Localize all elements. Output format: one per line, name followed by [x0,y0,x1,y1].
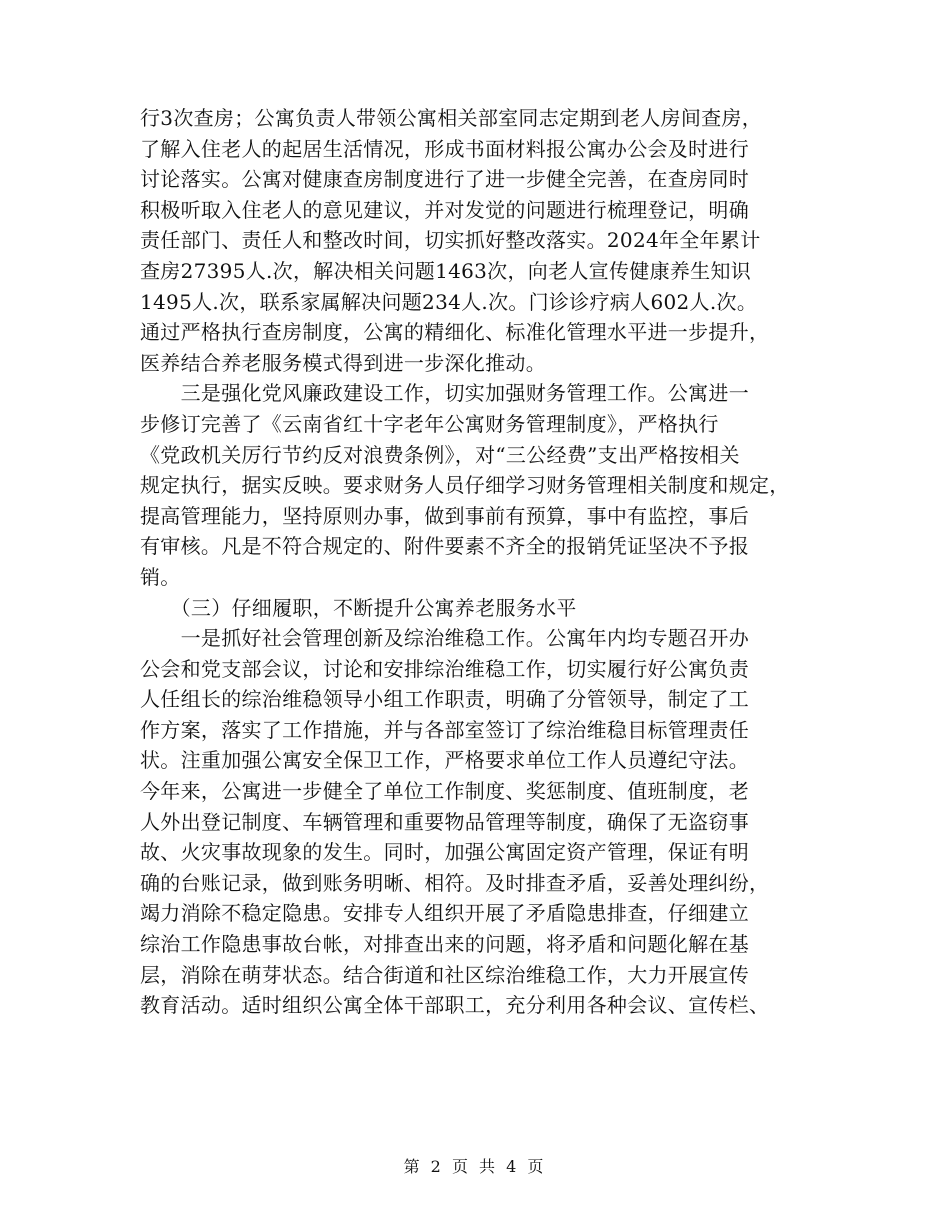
document-body [140,103,820,1021]
text-line: 人外出登记制度、车辆管理和重要物品管理等制度，确保了无盗窃事 [140,809,749,834]
text-line: 医养结合养老服务模式得到进一步深化推动。 [140,350,546,375]
text-line: 规定执行，据实反映。要求财务人员仔细学习财务管理相关制度和规定， [140,473,790,498]
text-line: 竭力消除不稳定隐患。安排专人组织开展了矛盾隐患排查，仔细建立 [140,901,749,926]
text-line: 层，消除在萌芽状态。结合街道和社区综治维稳工作，大力开展宣传 [140,962,749,987]
text-line: 通过严格执行查房制度，公寓的精细化、标准化管理水平进一步提升， [140,320,770,345]
text-line: 状。注重加强公寓安全保卫工作，严格要求单位工作人员遵纪守法。 [140,748,749,773]
text-line: 今年来，公寓进一步健全了单位工作制度、奖惩制度、值班制度，老 [140,779,749,804]
text-line: 确的台账记录，做到账务明晰、相符。及时排查矛盾，妥善处理纠纷， [140,870,770,895]
text-line: 查房27395人.次，解决相关问题1463次，向老人宣传健康养生知识 [140,258,752,283]
text-line: 1495人.次，联系家属解决问题234人.次。门诊诊疗病人602人.次。 [140,289,758,314]
text-line: 责任部门、责任人和整改时间，切实抓好整改落实。2024年全年累计 [140,228,761,253]
text-line: 公会和党支部会议，讨论和安排综治维稳工作，切实履行好公寓负责 [140,656,749,681]
text-line: 有审核。凡是不符合规定的、附件要素不齐全的报销凭证坚决不予报 [140,534,749,559]
text-line: 讨论落实。公寓对健康查房制度进行了进一步健全完善，在查房同时 [140,167,749,192]
text-line: 《党政机关厉行节约反对浪费条例》，对“三公经费”支出严格按相关 [140,442,740,467]
text-line: 一是抓好社会管理创新及综治维稳工作。公寓年内均专题召开办 [140,626,749,651]
text-line: 作方案，落实了工作措施，并与各部室签订了综治维稳目标管理责任 [140,717,749,742]
text-line: 步修订完善了《云南省红十字老年公寓财务管理制度》，严格执行 [140,411,719,436]
text-line: 教育活动。适时组织公寓全体干部职工，充分利用各种会议、宣传栏、 [140,993,770,1018]
text-line: 三是强化党风廉政建设工作，切实加强财务管理工作。公寓进一 [140,381,749,406]
section-heading: （三）仔细履职，不断提升公寓养老服务水平 [140,595,577,620]
page-number-footer: 第 2 页 共 4 页 [403,1157,547,1176]
text-line: 综治工作隐患事故台帐，对排查出来的问题，将矛盾和问题化解在基 [140,932,749,957]
text-line: 积极听取入住老人的意见建议，并对发觉的问题进行梳理登记，明确 [140,197,749,222]
text-line: 了解入住老人的起居生活情况，形成书面材料报公寓办公会及时进行 [140,136,749,161]
text-line: 人任组长的综治维稳领导小组工作职责，明确了分管领导，制定了工 [140,687,749,712]
text-line: 行3次查房；公寓负责人带领公寓相关部室同志定期到老人房间查房， [140,106,763,130]
text-line: 提高管理能力，坚持原则办事，做到事前有预算，事中有监控，事后 [140,503,749,528]
text-line: 故、火灾事故现象的发生。同时，加强公寓固定资产管理，保证有明 [140,840,749,865]
text-line: 销。 [140,564,181,589]
